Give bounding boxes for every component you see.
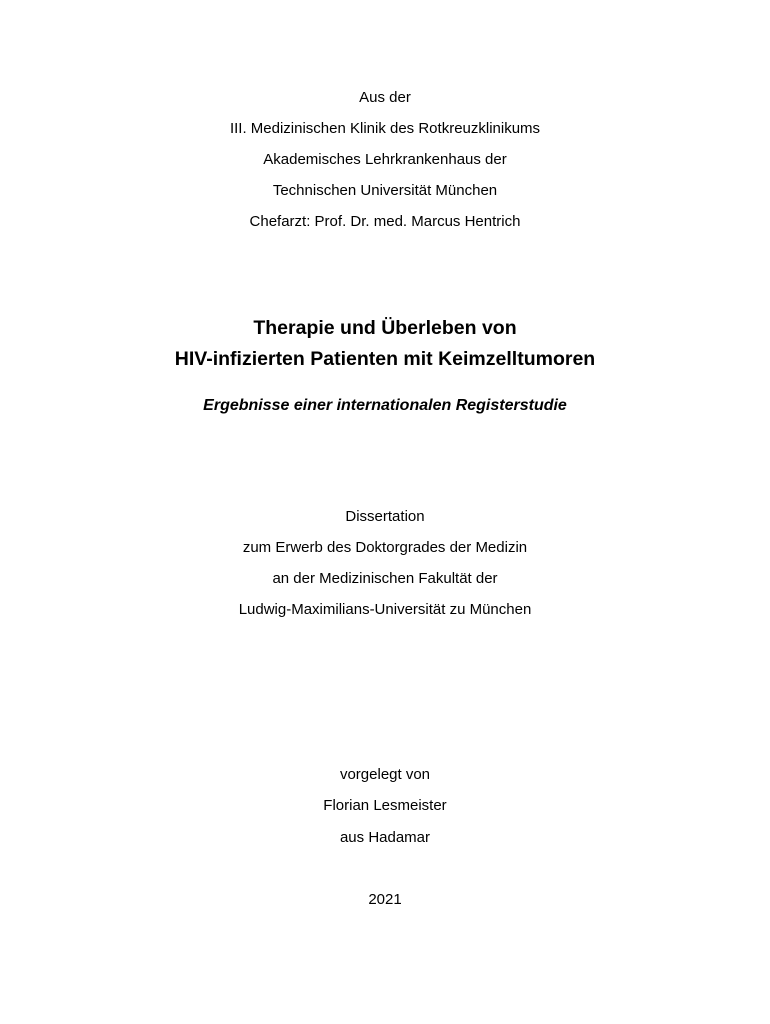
submitted-by-label: vorgelegt von <box>339 766 431 783</box>
thesis-subtitle: Ergebnisse einer internationalen Registerstudie <box>203 397 567 414</box>
year: 2021 <box>368 891 402 908</box>
chief-physician-line: Chefarzt: Prof. Dr. med. Marcus Hentrich <box>249 213 521 230</box>
author-name: Florian Lesmeister <box>323 797 447 814</box>
dissertation-line-1: Dissertation <box>345 508 425 525</box>
dissertation-line-2: zum Erwerb des Doktorgrades der Medizin <box>242 539 528 556</box>
dissertation-line-3: an der Medizinischen Fakultät der <box>272 570 498 587</box>
institution-line-1: Aus der <box>359 89 411 106</box>
author-origin: aus Hadamar <box>339 829 431 846</box>
thesis-title-line-1: Therapie und Überleben von <box>253 317 517 339</box>
thesis-title-line-2: HIV-infizierten Patienten mit Keimzelltumoren <box>174 348 596 370</box>
institution-line-2: III. Medizinischen Klinik des Rotkreuzklinikums <box>229 120 541 137</box>
dissertation-line-4: Ludwig-Maximilians-Universität zu München <box>238 601 532 618</box>
institution-line-4: Technischen Universität München <box>272 182 498 199</box>
institution-line-3: Akademisches Lehrkrankenhaus der <box>263 151 507 168</box>
